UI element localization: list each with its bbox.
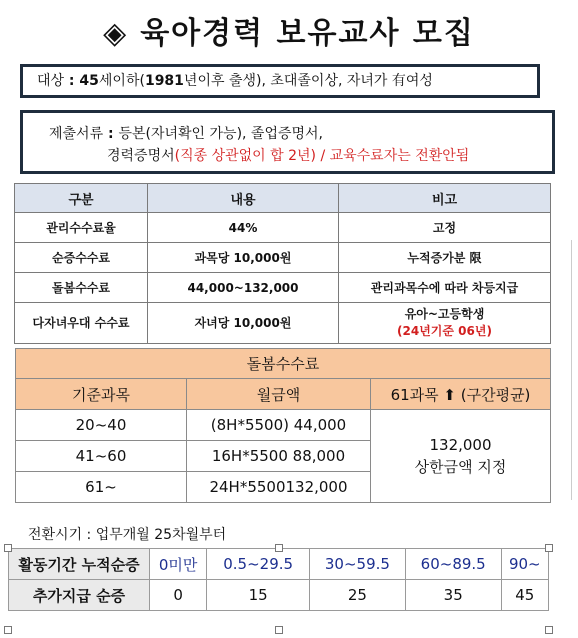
table-row: 돌봄수수료 44,000~132,000 관리과목수에 따라 차등지급 <box>15 273 551 303</box>
bonus-label: 추가지급 순증 <box>9 580 150 611</box>
eligibility-label: 대상 <box>37 73 65 89</box>
table-row: 다자녀우대 수수료 자녀당 10,000원 유아~고등학생 (24년기준 06년) <box>15 303 551 344</box>
documents-line2: 경력증명서 <box>107 148 175 164</box>
header-base-subjects: 기준과목 <box>16 379 187 410</box>
scrollbar[interactable] <box>571 240 578 500</box>
header-monthly-amount: 월금액 <box>187 379 371 410</box>
table-row: 순증수수료 과목당 10,000원 누적증가분 限 <box>15 243 551 273</box>
documents-line1: 등본(자녀확인 가능), 졸업증명서, <box>118 126 324 142</box>
resize-handle[interactable] <box>4 544 12 552</box>
care-fee-table <box>15 348 551 503</box>
table-row: 관리수수료율 44% 고정 <box>15 213 551 243</box>
resize-handle[interactable] <box>4 626 12 634</box>
eligibility-box: 대상 : 45세이하(1981년이후 출생), 초대졸이상, 자녀가 有여성 <box>20 64 540 98</box>
diamond-icon: ◈ <box>103 16 129 51</box>
documents-box: 제출서류 : 등본(자녀확인 가능), 졸업증명서, 경력증명서(직종 상관없이 합 2년) / 교육수료자는 전환안됨 <box>20 110 555 174</box>
switch-timing-note: 전환시기 : 업무개월 25차월부터 <box>28 527 227 543</box>
table-row: 41~60 16H*5500 88,000 <box>16 441 551 472</box>
table-row: 추가지급 순증 0 15 25 35 45 <box>9 580 549 611</box>
fee-table <box>14 183 551 344</box>
page-title <box>0 8 578 52</box>
title-text: 육아경력 보유교사 모집 <box>140 16 475 51</box>
documents-label: 제출서류 <box>49 126 104 142</box>
table-row: 61~ 24H*5500132,000 <box>16 472 551 503</box>
bonus-table <box>8 548 549 611</box>
header-note: 비고 <box>339 184 551 213</box>
table-row: 활동기간 누적순증 0미만 0.5~29.5 30~59.5 60~89.5 90~ <box>9 549 549 580</box>
documents-warning: (직종 상관없이 합 2년) / 교육수료자는 전환안됨 <box>174 148 470 164</box>
header-61-subjects: 61과목 ⬆ (구간평균) <box>371 379 551 410</box>
resize-handle[interactable] <box>275 544 283 552</box>
header-category: 구분 <box>15 184 148 213</box>
header-content: 내용 <box>148 184 339 213</box>
resize-handle[interactable] <box>545 626 553 634</box>
resize-handle[interactable] <box>275 626 283 634</box>
table-row: 20~40 (8H*5500) 44,000 132,000 상한금액 지정 <box>16 410 551 441</box>
birth-year: 1981 <box>144 73 184 89</box>
age-limit: 45 <box>79 73 99 89</box>
care-table-title: 돌봄수수료 <box>16 349 551 379</box>
cap-amount-cell: 132,000 상한금액 지정 <box>371 410 551 503</box>
period-label: 활동기간 누적순증 <box>9 549 150 580</box>
resize-handle[interactable] <box>545 544 553 552</box>
